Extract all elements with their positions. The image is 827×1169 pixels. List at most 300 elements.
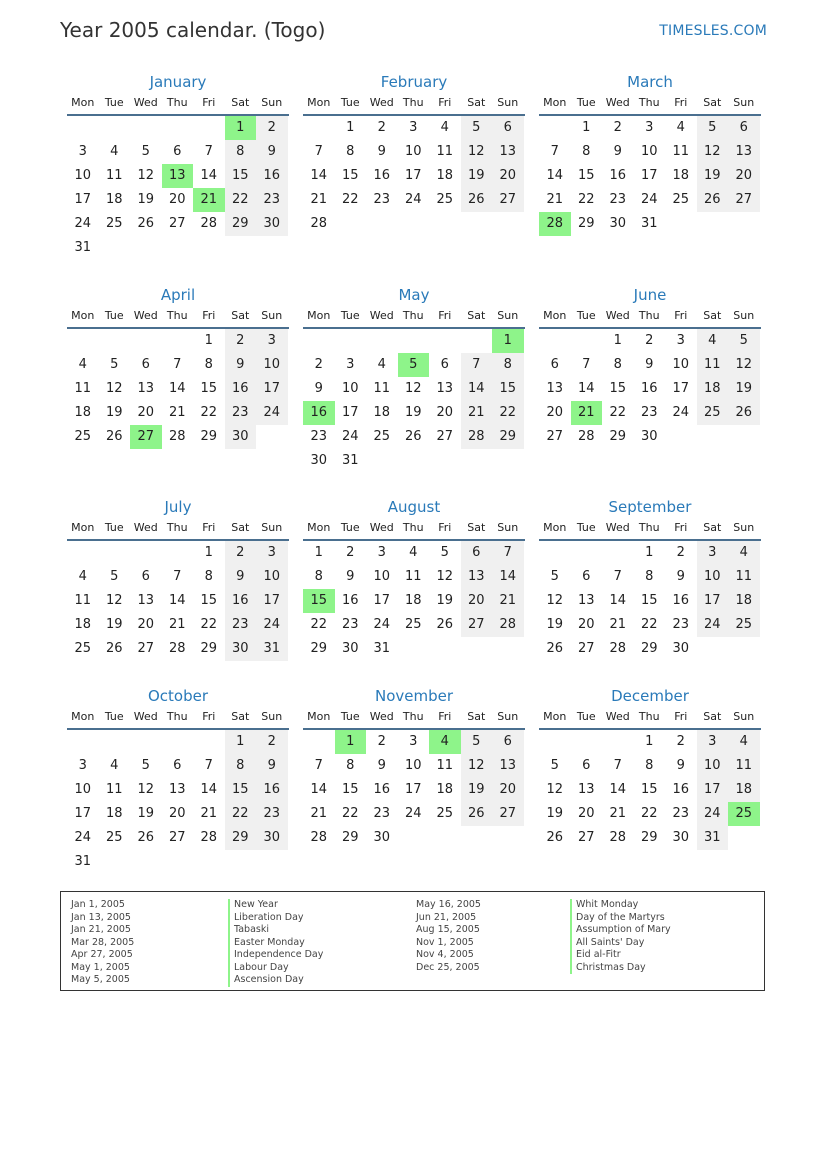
weekday-label: Sun bbox=[733, 309, 755, 322]
day-grid bbox=[539, 329, 761, 449]
day-cell: 1 bbox=[314, 545, 323, 560]
weekday-label: Sun bbox=[733, 96, 755, 109]
day-cell: 30 bbox=[341, 641, 359, 656]
weekday-label: Mon bbox=[71, 96, 95, 109]
day-cell: 12 bbox=[697, 140, 729, 164]
day-cell: 12 bbox=[404, 381, 422, 396]
day-cell: 24 bbox=[404, 192, 422, 207]
day-grid bbox=[303, 116, 525, 236]
day-cell: 25 bbox=[105, 216, 123, 231]
day-cell: 2 bbox=[346, 545, 355, 560]
weekday-header bbox=[539, 517, 761, 541]
day-cell: 17 bbox=[74, 806, 92, 821]
day-cell: 9 bbox=[256, 140, 288, 164]
day-cell: 20 bbox=[577, 806, 595, 821]
legend-holiday-name: Christmas Day bbox=[570, 962, 671, 975]
day-cell: 30 bbox=[225, 637, 257, 661]
day-cell: 18 bbox=[74, 617, 92, 632]
day-cell: 15 bbox=[341, 782, 359, 797]
legend-date: Jan 1, 2005 bbox=[71, 899, 125, 910]
day-cell: 9 bbox=[676, 569, 685, 584]
legend-holiday-name: All Saints' Day bbox=[570, 937, 671, 950]
empty-cell bbox=[67, 730, 99, 754]
day-cell: 18 bbox=[728, 589, 760, 613]
day-cell: 26 bbox=[137, 830, 155, 845]
day-cell: 4 bbox=[78, 569, 87, 584]
day-cell: 18 bbox=[436, 168, 454, 183]
day-cell: 16 bbox=[672, 782, 690, 797]
day-cell: 17 bbox=[404, 168, 422, 183]
day-cell: 18 bbox=[436, 782, 454, 797]
day-cell: 7 bbox=[582, 357, 591, 372]
day-cell: 5 bbox=[461, 730, 493, 754]
day-cell: 14 bbox=[168, 381, 186, 396]
day-cell: 2 bbox=[225, 541, 257, 565]
weekday-label: Fri bbox=[674, 309, 688, 322]
day-cell: 23 bbox=[225, 613, 257, 637]
day-cell: 2 bbox=[256, 730, 288, 754]
holiday-day-cell: 16 bbox=[303, 401, 335, 425]
day-cell: 27 bbox=[168, 830, 186, 845]
day-grid bbox=[67, 329, 289, 449]
legend-dates-right bbox=[416, 899, 481, 974]
weekday-label: Sat bbox=[467, 710, 486, 723]
day-cell: 19 bbox=[404, 405, 422, 420]
day-cell: 13 bbox=[168, 782, 186, 797]
weekday-header bbox=[539, 706, 761, 730]
day-cell: 2 bbox=[314, 357, 323, 372]
weekday-label: Wed bbox=[605, 309, 630, 322]
day-cell: 19 bbox=[697, 164, 729, 188]
day-cell: 17 bbox=[256, 589, 288, 613]
day-cell: 28 bbox=[492, 613, 524, 637]
day-cell: 30 bbox=[640, 429, 658, 444]
day-cell: 11 bbox=[436, 144, 454, 159]
day-cell: 20 bbox=[577, 617, 595, 632]
weekday-header bbox=[539, 305, 761, 329]
day-cell: 24 bbox=[640, 192, 658, 207]
day-cell: 4 bbox=[676, 120, 685, 135]
weekday-label: Mon bbox=[543, 710, 567, 723]
weekday-label: Mon bbox=[543, 309, 567, 322]
day-cell: 7 bbox=[461, 353, 493, 377]
month-name: March bbox=[627, 73, 673, 91]
day-cell: 25 bbox=[373, 429, 391, 444]
weekday-header bbox=[539, 92, 761, 116]
day-cell: 5 bbox=[550, 758, 559, 773]
empty-cell bbox=[398, 329, 430, 353]
day-cell: 24 bbox=[373, 617, 391, 632]
weekday-label: Sat bbox=[231, 710, 250, 723]
holiday-day-cell: 21 bbox=[193, 188, 225, 212]
weekday-label: Sat bbox=[467, 521, 486, 534]
weekday-label: Wed bbox=[133, 96, 158, 109]
day-cell: 28 bbox=[168, 641, 186, 656]
day-cell: 3 bbox=[697, 730, 729, 754]
day-cell: 9 bbox=[314, 381, 323, 396]
day-cell: 11 bbox=[728, 754, 760, 778]
day-cell: 25 bbox=[436, 806, 454, 821]
weekday-label: Tue bbox=[576, 710, 596, 723]
day-cell: 10 bbox=[341, 381, 359, 396]
empty-cell bbox=[162, 541, 194, 565]
day-cell: 7 bbox=[173, 357, 182, 372]
day-cell: 13 bbox=[492, 754, 524, 778]
day-cell: 28 bbox=[200, 216, 218, 231]
day-cell: 9 bbox=[225, 565, 257, 589]
weekday-label: Wed bbox=[605, 96, 630, 109]
day-cell: 8 bbox=[582, 144, 591, 159]
day-cell: 31 bbox=[74, 854, 92, 869]
day-cell: 8 bbox=[613, 357, 622, 372]
day-cell: 12 bbox=[105, 381, 123, 396]
day-cell: 30 bbox=[672, 641, 690, 656]
weekday-label: Sat bbox=[467, 309, 486, 322]
legend-date: Dec 25, 2005 bbox=[416, 961, 480, 973]
day-cell: 27 bbox=[577, 641, 595, 656]
month-name: February bbox=[380, 73, 448, 91]
month-may bbox=[303, 285, 525, 473]
day-cell: 26 bbox=[461, 802, 493, 826]
weekday-header bbox=[303, 92, 525, 116]
day-cell: 28 bbox=[609, 641, 627, 656]
empty-cell bbox=[67, 116, 99, 140]
day-cell: 10 bbox=[256, 353, 288, 377]
weekday-label: Wed bbox=[605, 710, 630, 723]
empty-cell bbox=[130, 329, 162, 353]
weekday-label: Wed bbox=[133, 309, 158, 322]
day-cell: 12 bbox=[461, 754, 493, 778]
weekday-label: Sat bbox=[231, 96, 250, 109]
day-cell: 28 bbox=[310, 830, 328, 845]
weekday-label: Tue bbox=[340, 521, 360, 534]
day-cell: 10 bbox=[404, 758, 422, 773]
day-cell: 6 bbox=[492, 730, 524, 754]
day-cell: 15 bbox=[200, 381, 218, 396]
day-cell: 7 bbox=[550, 144, 559, 159]
legend-date: May 1, 2005 bbox=[71, 961, 130, 973]
day-cell: 26 bbox=[105, 429, 123, 444]
month-december bbox=[539, 686, 761, 850]
day-cell: 29 bbox=[609, 429, 627, 444]
day-cell: 4 bbox=[110, 144, 119, 159]
day-cell: 1 bbox=[225, 730, 257, 754]
day-cell: 17 bbox=[697, 589, 729, 613]
day-cell: 29 bbox=[200, 429, 218, 444]
day-cell: 31 bbox=[697, 826, 729, 850]
weekday-label: Sun bbox=[497, 710, 519, 723]
day-cell: 20 bbox=[492, 778, 524, 802]
weekday-label: Fri bbox=[674, 96, 688, 109]
day-cell: 8 bbox=[346, 144, 355, 159]
day-cell: 4 bbox=[377, 357, 386, 372]
day-cell: 14 bbox=[546, 168, 564, 183]
day-cell: 27 bbox=[461, 613, 493, 637]
day-cell: 20 bbox=[492, 164, 524, 188]
day-cell: 7 bbox=[173, 569, 182, 584]
day-cell: 5 bbox=[141, 144, 150, 159]
day-cell: 9 bbox=[377, 144, 386, 159]
weekday-label: Fri bbox=[202, 309, 216, 322]
holiday-legend bbox=[60, 891, 765, 991]
day-cell: 19 bbox=[105, 617, 123, 632]
day-cell: 17 bbox=[404, 782, 422, 797]
empty-cell bbox=[571, 541, 603, 565]
day-cell: 26 bbox=[697, 188, 729, 212]
empty-cell bbox=[461, 329, 493, 353]
day-grid bbox=[539, 730, 761, 850]
legend-names-right bbox=[570, 899, 671, 974]
legend-holiday-name: Independence Day bbox=[228, 949, 323, 962]
day-cell: 12 bbox=[461, 140, 493, 164]
day-cell: 16 bbox=[256, 164, 288, 188]
day-cell: 22 bbox=[609, 405, 627, 420]
day-grid bbox=[303, 541, 525, 661]
day-cell: 20 bbox=[168, 192, 186, 207]
holiday-day-cell: 15 bbox=[303, 589, 335, 613]
day-cell: 25 bbox=[672, 192, 690, 207]
day-cell: 27 bbox=[436, 429, 454, 444]
weekday-label: Wed bbox=[369, 309, 394, 322]
day-cell: 14 bbox=[461, 377, 493, 401]
day-cell: 15 bbox=[341, 168, 359, 183]
legend-date: Jun 21, 2005 bbox=[416, 911, 477, 923]
weekday-label: Tue bbox=[104, 309, 124, 322]
day-cell: 11 bbox=[105, 168, 123, 183]
day-cell: 23 bbox=[672, 806, 690, 821]
day-cell: 27 bbox=[492, 802, 524, 826]
weekday-label: Tue bbox=[104, 96, 124, 109]
weekday-label: Sun bbox=[733, 521, 755, 534]
day-cell: 10 bbox=[74, 168, 92, 183]
day-cell: 3 bbox=[256, 541, 288, 565]
day-cell: 4 bbox=[697, 329, 729, 353]
weekday-label: Thu bbox=[638, 710, 660, 723]
day-cell: 17 bbox=[256, 377, 288, 401]
day-cell: 1 bbox=[346, 120, 355, 135]
holiday-day-cell: 13 bbox=[162, 164, 194, 188]
weekday-label: Fri bbox=[202, 96, 216, 109]
day-cell: 23 bbox=[640, 405, 658, 420]
day-cell: 29 bbox=[492, 425, 524, 449]
day-cell: 23 bbox=[373, 806, 391, 821]
empty-cell bbox=[303, 116, 335, 140]
legend-holiday-name: Eid al-Fitr bbox=[570, 949, 671, 962]
weekday-label: Wed bbox=[133, 521, 158, 534]
day-cell: 9 bbox=[377, 758, 386, 773]
day-cell: 14 bbox=[310, 168, 328, 183]
day-cell: 8 bbox=[225, 754, 257, 778]
weekday-label: Fri bbox=[438, 521, 452, 534]
month-november bbox=[303, 686, 525, 850]
day-cell: 11 bbox=[728, 565, 760, 589]
day-cell: 16 bbox=[373, 782, 391, 797]
legend-date: Mar 28, 2005 bbox=[71, 936, 135, 948]
weekday-label: Thu bbox=[402, 96, 424, 109]
month-name: October bbox=[147, 687, 209, 705]
day-cell: 25 bbox=[697, 401, 729, 425]
day-cell: 20 bbox=[137, 405, 155, 420]
day-cell: 8 bbox=[645, 758, 654, 773]
weekday-label: Sat bbox=[231, 309, 250, 322]
day-cell: 18 bbox=[74, 405, 92, 420]
day-cell: 14 bbox=[609, 782, 627, 797]
day-cell: 15 bbox=[200, 593, 218, 608]
month-february bbox=[303, 72, 525, 236]
day-cell: 15 bbox=[640, 782, 658, 797]
empty-cell bbox=[99, 730, 131, 754]
day-cell: 22 bbox=[310, 617, 328, 632]
day-cell: 6 bbox=[550, 357, 559, 372]
brand-link[interactable]: TIMESLES.COM bbox=[659, 23, 767, 39]
day-cell: 11 bbox=[74, 593, 92, 608]
day-cell: 6 bbox=[141, 569, 150, 584]
day-cell: 3 bbox=[346, 357, 355, 372]
day-cell: 13 bbox=[577, 782, 595, 797]
month-name: August bbox=[387, 498, 441, 516]
day-cell: 31 bbox=[373, 641, 391, 656]
day-grid bbox=[67, 730, 289, 874]
day-cell: 9 bbox=[256, 754, 288, 778]
day-cell: 30 bbox=[256, 212, 288, 236]
day-cell: 21 bbox=[168, 617, 186, 632]
day-cell: 20 bbox=[436, 405, 454, 420]
day-cell: 1 bbox=[204, 333, 213, 348]
day-cell: 15 bbox=[640, 593, 658, 608]
day-cell: 4 bbox=[728, 541, 760, 565]
empty-cell bbox=[99, 329, 131, 353]
holiday-day-cell: 1 bbox=[492, 329, 524, 353]
day-cell: 14 bbox=[577, 381, 595, 396]
day-cell: 16 bbox=[225, 589, 257, 613]
day-cell: 30 bbox=[672, 830, 690, 845]
day-cell: 10 bbox=[373, 569, 391, 584]
day-cell: 1 bbox=[204, 545, 213, 560]
month-name: April bbox=[160, 286, 196, 304]
empty-cell bbox=[602, 541, 634, 565]
day-cell: 13 bbox=[492, 140, 524, 164]
day-cell: 27 bbox=[577, 830, 595, 845]
legend-date: Jan 21, 2005 bbox=[71, 924, 131, 935]
month-name: May bbox=[398, 286, 430, 304]
weekday-label: Sun bbox=[497, 309, 519, 322]
weekday-label: Mon bbox=[307, 96, 331, 109]
day-cell: 2 bbox=[613, 120, 622, 135]
day-cell: 4 bbox=[110, 758, 119, 773]
day-cell: 3 bbox=[409, 734, 418, 749]
day-cell: 13 bbox=[461, 565, 493, 589]
empty-cell bbox=[429, 329, 461, 353]
month-january bbox=[67, 72, 289, 260]
empty-cell bbox=[539, 329, 571, 353]
day-cell: 7 bbox=[314, 144, 323, 159]
day-cell: 30 bbox=[256, 826, 288, 850]
weekday-label: Mon bbox=[71, 309, 95, 322]
month-august bbox=[303, 497, 525, 661]
day-cell: 26 bbox=[546, 830, 564, 845]
empty-cell bbox=[162, 329, 194, 353]
weekday-label: Fri bbox=[202, 521, 216, 534]
legend-holiday-name: Assumption of Mary bbox=[570, 924, 671, 937]
day-cell: 19 bbox=[461, 164, 493, 188]
month-name: January bbox=[149, 73, 207, 91]
day-cell: 5 bbox=[110, 569, 119, 584]
day-cell: 13 bbox=[577, 593, 595, 608]
day-cell: 8 bbox=[645, 569, 654, 584]
day-grid bbox=[539, 541, 761, 661]
empty-cell bbox=[162, 730, 194, 754]
day-cell: 24 bbox=[697, 613, 729, 637]
day-cell: 4 bbox=[440, 120, 449, 135]
day-cell: 17 bbox=[672, 381, 690, 396]
legend-names-left bbox=[228, 899, 323, 987]
day-cell: 25 bbox=[404, 617, 422, 632]
day-cell: 9 bbox=[225, 353, 257, 377]
legend-holiday-name: Tabaski bbox=[228, 924, 323, 937]
day-cell: 28 bbox=[310, 216, 328, 231]
weekday-label: Fri bbox=[438, 710, 452, 723]
empty-cell bbox=[303, 329, 335, 353]
weekday-label: Fri bbox=[674, 710, 688, 723]
day-cell: 10 bbox=[697, 754, 729, 778]
day-cell: 16 bbox=[256, 778, 288, 802]
day-cell: 22 bbox=[577, 192, 595, 207]
weekday-label: Sun bbox=[497, 521, 519, 534]
day-cell: 20 bbox=[168, 806, 186, 821]
day-cell: 8 bbox=[204, 569, 213, 584]
day-cell: 11 bbox=[697, 353, 729, 377]
weekday-label: Mon bbox=[543, 96, 567, 109]
day-cell: 29 bbox=[225, 826, 257, 850]
day-cell: 3 bbox=[697, 541, 729, 565]
day-cell: 31 bbox=[341, 453, 359, 468]
day-cell: 11 bbox=[105, 782, 123, 797]
weekday-label: Tue bbox=[340, 309, 360, 322]
day-cell: 22 bbox=[200, 405, 218, 420]
day-cell: 10 bbox=[256, 565, 288, 589]
day-cell: 6 bbox=[582, 758, 591, 773]
day-cell: 1 bbox=[645, 734, 654, 749]
day-cell: 1 bbox=[645, 545, 654, 560]
day-cell: 19 bbox=[728, 377, 760, 401]
weekday-label: Fri bbox=[202, 710, 216, 723]
day-cell: 19 bbox=[105, 405, 123, 420]
holiday-day-cell: 5 bbox=[398, 353, 430, 377]
day-cell: 10 bbox=[672, 357, 690, 372]
empty-cell bbox=[571, 730, 603, 754]
day-cell: 14 bbox=[168, 593, 186, 608]
month-name: September bbox=[608, 498, 692, 516]
legend-holiday-name: Day of the Martyrs bbox=[570, 912, 671, 925]
day-cell: 18 bbox=[373, 405, 391, 420]
day-cell: 12 bbox=[105, 593, 123, 608]
day-cell: 6 bbox=[728, 116, 760, 140]
empty-cell bbox=[162, 116, 194, 140]
day-cell: 14 bbox=[200, 782, 218, 797]
day-cell: 2 bbox=[676, 545, 685, 560]
page-title: Year 2005 calendar. (Togo) bbox=[60, 18, 326, 42]
weekday-header bbox=[303, 305, 525, 329]
day-cell: 5 bbox=[550, 569, 559, 584]
weekday-label: Mon bbox=[307, 309, 331, 322]
day-cell: 26 bbox=[461, 188, 493, 212]
empty-cell bbox=[99, 541, 131, 565]
day-cell: 23 bbox=[609, 192, 627, 207]
weekday-label: Sat bbox=[467, 96, 486, 109]
day-cell: 6 bbox=[141, 357, 150, 372]
empty-cell bbox=[303, 730, 335, 754]
legend-holiday-name: Whit Monday bbox=[570, 899, 671, 912]
